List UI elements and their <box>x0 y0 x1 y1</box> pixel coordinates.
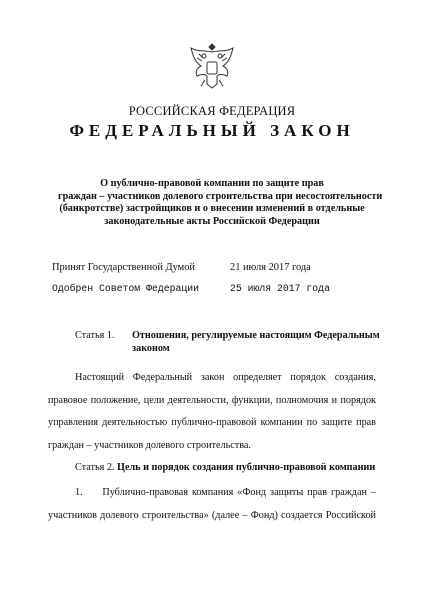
duma-adoption-row <box>52 262 372 273</box>
law-title-line: законодательные акты Российской Федерации <box>104 215 320 227</box>
body-line: Настоящий Федеральный закон определяет порядок создания, <box>75 372 376 383</box>
body-line: правовое положение, цели деятельности, функции, полномочия и порядок <box>48 394 376 406</box>
council-approval-row <box>52 283 372 294</box>
document-type-heading: ФЕДЕРАЛЬНЫЙ ЗАКОН <box>69 121 355 140</box>
article-2-title: Цель и порядок создания публично-правовой компании <box>117 462 376 473</box>
article-2-paragraph-1 <box>48 482 376 527</box>
article-1-body <box>48 367 376 457</box>
law-title <box>58 178 383 228</box>
article-2-number: Статья 2. <box>75 462 115 473</box>
article-1-number: Статья 1. <box>75 330 115 341</box>
article-2-heading <box>75 462 375 473</box>
law-title-line: (банкротстве) застройщиков и о внесении изменений в отдельные <box>59 203 365 215</box>
body-line: участников долевого строительства» (далее – Фонд) создается Российской <box>48 509 376 521</box>
article-1-title-line: Отношения, регулируемые настоящим Федеральным <box>132 330 380 341</box>
body-line: граждан – участников долевого строительства. <box>48 439 251 451</box>
law-title-line: граждан – участников долевого строительства при несостоятельности <box>58 190 383 202</box>
law-title-line: О публично-правовой компании по защите прав <box>100 178 324 189</box>
duma-date: 21 июля 2017 года <box>230 262 311 273</box>
duma-label: Принят Государственной Думой <box>52 262 195 273</box>
coat-of-arms-emblem <box>187 40 237 92</box>
article-1-title <box>132 330 382 356</box>
body-line: управления деятельностью публично-правовой компании по защите прав <box>48 417 376 428</box>
article-1-title-line: законом <box>132 342 170 354</box>
country-heading: РОССИЙСКАЯ ФЕДЕРАЦИЯ <box>128 104 296 118</box>
council-date: 25 июля 2017 года <box>230 283 330 294</box>
council-label: Одобрен Советом Федерации <box>52 283 199 294</box>
body-line: 1. Публично-правовая компания «Фонд защиты прав граждан – <box>75 487 376 498</box>
